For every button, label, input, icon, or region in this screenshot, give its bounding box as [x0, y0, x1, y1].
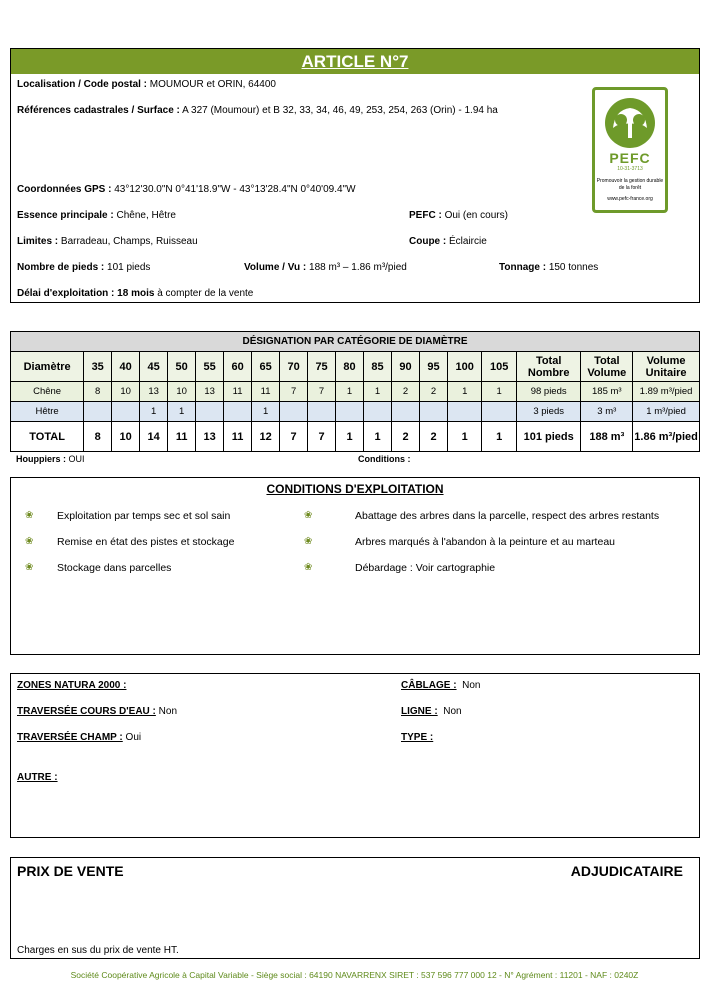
houppiers-label: Houppiers :: [16, 454, 67, 464]
pefc-slogan: Promouvoir la gestion durable de la forêt: [596, 178, 664, 191]
count-cell: [280, 402, 308, 422]
essence-value: Chêne, Hêtre: [116, 210, 176, 221]
count-cell: 7: [308, 422, 336, 452]
type-label: TYPE :: [401, 732, 434, 743]
count-cell: [112, 402, 140, 422]
total-volume-cell: 185 m³: [581, 382, 633, 402]
localisation-value: MOUMOUR et ORIN, 64400: [149, 79, 276, 90]
pieds-label: Nombre de pieds :: [17, 262, 105, 273]
row-name: TOTAL: [11, 422, 84, 452]
article-panel: [10, 48, 700, 303]
count-cell: 1: [448, 382, 482, 402]
count-cell: 1: [364, 382, 392, 402]
pefc-code: 10-31-3713: [617, 166, 643, 172]
header-diameter: 80: [336, 352, 364, 382]
count-cell: 1: [336, 382, 364, 402]
bullet-icon: ❀: [25, 536, 34, 547]
count-cell: [308, 402, 336, 422]
row-name: Hêtre: [11, 402, 84, 422]
pefc-logo: [592, 87, 668, 213]
header-diameter: 35: [84, 352, 112, 382]
ligne-label: LIGNE :: [401, 706, 438, 717]
table-row: [11, 382, 700, 402]
volume-unitaire-cell: 1 m³/pied: [633, 402, 700, 422]
ligne-line: [401, 706, 462, 717]
autre-line: [17, 772, 58, 783]
count-cell: [392, 402, 420, 422]
volume-unitaire-cell: 1.86 m³/pied: [633, 422, 700, 452]
conditions-label: Conditions :: [358, 454, 411, 464]
header-diameter: 55: [196, 352, 224, 382]
condition-right-3: Débardage : Voir cartographie: [355, 562, 496, 574]
volume-unitaire-cell: 1.89 m³/pied: [633, 382, 700, 402]
conditions-panel: [10, 477, 700, 655]
limites-label: Limites :: [17, 236, 59, 247]
references-label: Références cadastrales / Surface :: [17, 105, 180, 116]
count-cell: 1: [140, 402, 168, 422]
count-cell: 11: [168, 422, 196, 452]
pefc-line: [409, 210, 508, 221]
header-diameter: 90: [392, 352, 420, 382]
count-cell: 1: [364, 422, 392, 452]
count-cell: 8: [84, 422, 112, 452]
pefc-word: PEFC: [609, 150, 651, 166]
coupe-value: Éclaircie: [449, 236, 487, 247]
header-diameter: 65: [252, 352, 280, 382]
count-cell: 7: [308, 382, 336, 402]
count-cell: 10: [112, 422, 140, 452]
count-cell: 2: [392, 382, 420, 402]
pefc-url: www.pefc-france.org: [607, 196, 653, 202]
count-cell: 1: [482, 422, 516, 452]
natura-label: ZONES NATURA 2000 :: [17, 680, 127, 691]
count-cell: 1: [168, 402, 196, 422]
total-volume-cell: 3 m³: [581, 402, 633, 422]
count-cell: 2: [392, 422, 420, 452]
houppiers-line: [16, 454, 85, 464]
count-cell: 1: [336, 422, 364, 452]
volume-value: 188 m³ – 1.86 m³/pied: [309, 262, 407, 273]
count-cell: 11: [224, 422, 252, 452]
natura-line: [17, 680, 126, 691]
cours-eau-label: TRAVERSÉE COURS D'EAU :: [17, 706, 156, 717]
charges-note: Charges en sus du prix de vente HT.: [17, 945, 179, 956]
bullet-icon: ❀: [304, 562, 313, 573]
essence-label: Essence principale :: [17, 210, 114, 221]
gps-label: Coordonnées GPS :: [17, 184, 112, 195]
localisation-label: Localisation / Code postal :: [17, 79, 148, 90]
count-cell: 10: [112, 382, 140, 402]
count-cell: 12: [252, 422, 280, 452]
volume-line: [244, 262, 407, 273]
pefc-value: Oui (en cours): [444, 210, 508, 221]
tree-icon: [605, 98, 655, 148]
header-total: Total Nombre: [516, 352, 581, 382]
count-cell: 1: [482, 382, 516, 402]
volume-label: Volume / Vu :: [244, 262, 307, 273]
count-cell: 8: [84, 382, 112, 402]
cablage-value: Non: [462, 680, 481, 691]
table-header-row: [11, 352, 700, 382]
bullet-icon: ❀: [25, 510, 34, 521]
total-volume-cell: 188 m³: [581, 422, 633, 452]
count-cell: 11: [252, 382, 280, 402]
count-cell: [336, 402, 364, 422]
houppiers-value: OUI: [68, 454, 85, 464]
header-diameter: 70: [280, 352, 308, 382]
condition-right-1: Abattage des arbres dans la parcelle, respect des arbres restants: [355, 510, 660, 522]
table-caption: DÉSIGNATION PAR CATÉGORIE DE DIAMÈTRE: [11, 332, 700, 352]
count-cell: [224, 402, 252, 422]
header-diameter: 95: [420, 352, 448, 382]
footer: Société Coopérative Agricole à Capital Variable - Siège social : 64190 NAVARRENX SIRET : 537 596 777 000 12 - N° Agrément : 11201 - NAF : 0240Z: [70, 970, 639, 980]
adjudicataire-title: ADJUDICATAIRE: [570, 863, 683, 879]
gps-line: [17, 184, 356, 195]
header-total: Total Volume: [581, 352, 633, 382]
count-cell: [482, 402, 516, 422]
count-cell: 10: [168, 382, 196, 402]
total-nombre-cell: 3 pieds: [516, 402, 581, 422]
count-cell: [84, 402, 112, 422]
pefc-label: PEFC :: [409, 210, 442, 221]
coupe-line: [409, 236, 487, 247]
essence-line: [17, 210, 176, 221]
prix-title: PRIX DE VENTE: [17, 863, 124, 879]
champ-value: Oui: [125, 732, 142, 743]
header-diameter: 105: [482, 352, 516, 382]
localisation-line: [17, 79, 276, 90]
ligne-value: Non: [443, 706, 462, 717]
delai-value: à compter de la vente: [157, 288, 254, 299]
article-title: ARTICLE N°7: [11, 49, 699, 74]
gps-value: 43°12'30.0"N 0°41'18.9"W - 43°13'28.4"N 0°40'09.4"W: [114, 184, 356, 195]
header-diameter: 40: [112, 352, 140, 382]
references-line: [17, 105, 498, 116]
count-cell: [448, 402, 482, 422]
pieds-line: [17, 262, 150, 273]
count-cell: 2: [420, 382, 448, 402]
total-nombre-cell: 98 pieds: [516, 382, 581, 402]
count-cell: [196, 402, 224, 422]
cablage-label: CÂBLAGE :: [401, 680, 457, 691]
condition-left-1: Exploitation par temps sec et sol sain: [57, 510, 231, 522]
count-cell: [364, 402, 392, 422]
limites-value: Barradeau, Champs, Ruisseau: [60, 236, 198, 247]
coupe-label: Coupe :: [409, 236, 447, 247]
count-cell: 1: [252, 402, 280, 422]
zones-panel: [10, 673, 700, 838]
bullet-icon: ❀: [25, 562, 34, 573]
count-cell: 1: [448, 422, 482, 452]
header-diameter: 60: [224, 352, 252, 382]
champ-label: TRAVERSÉE CHAMP :: [17, 732, 123, 743]
header-total: Volume Unitaire: [633, 352, 700, 382]
row-name: Chêne: [11, 382, 84, 402]
total-nombre-cell: 101 pieds: [516, 422, 581, 452]
count-cell: 7: [280, 422, 308, 452]
cours-eau-line: [17, 706, 177, 717]
autre-label: AUTRE :: [17, 772, 58, 783]
references-value: A 327 (Moumour) et B 32, 33, 34, 46, 49, 253, 254, 263 (Orin) - 1.94 ha: [182, 105, 498, 116]
prix-panel: [10, 857, 700, 959]
header-diameter: 85: [364, 352, 392, 382]
count-cell: 11: [224, 382, 252, 402]
pieds-value: 101 pieds: [107, 262, 151, 273]
delai-label: Délai d'exploitation : 18 mois: [17, 288, 155, 299]
condition-left-3: Stockage dans parcelles: [57, 562, 172, 574]
limites-line: [17, 236, 198, 247]
header-diameter: 100: [448, 352, 482, 382]
header-diameter: 75: [308, 352, 336, 382]
type-line: [401, 732, 433, 743]
conditions-title: CONDITIONS D'EXPLOITATION: [266, 482, 444, 496]
condition-right-2: Arbres marqués à l'abandon à la peinture et au marteau: [355, 536, 615, 548]
count-cell: 7: [280, 382, 308, 402]
count-cell: 13: [140, 382, 168, 402]
header-diameter: 45: [140, 352, 168, 382]
tonnage-line: [499, 262, 598, 273]
count-cell: 14: [140, 422, 168, 452]
delai-line: [17, 288, 253, 299]
header-diametre: Diamètre: [11, 352, 84, 382]
diameter-table: [10, 331, 700, 452]
table-row: [11, 422, 700, 452]
count-cell: 13: [196, 382, 224, 402]
tonnage-label: Tonnage :: [499, 262, 547, 273]
tonnage-value: 150 tonnes: [548, 262, 599, 273]
bullet-icon: ❀: [304, 510, 313, 521]
count-cell: 13: [196, 422, 224, 452]
count-cell: 2: [420, 422, 448, 452]
table-row: [11, 402, 700, 422]
cablage-line: [401, 680, 480, 691]
cours-eau-value: Non: [158, 706, 178, 717]
condition-left-2: Remise en état des pistes et stockage: [57, 536, 235, 548]
count-cell: [420, 402, 448, 422]
header-diameter: 50: [168, 352, 196, 382]
bullet-icon: ❀: [304, 536, 313, 547]
champ-line: [17, 732, 141, 743]
